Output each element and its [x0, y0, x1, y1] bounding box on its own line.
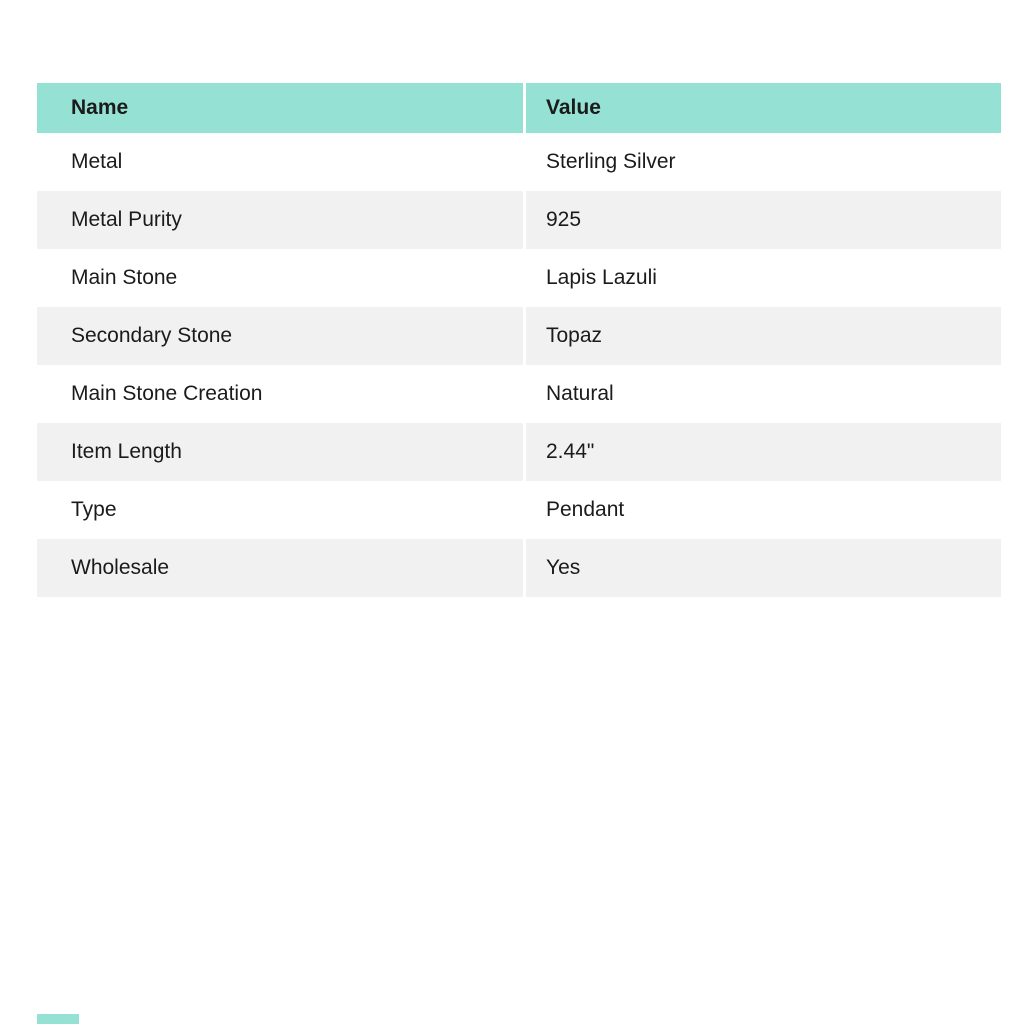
row-name-cell: Item Length [71, 440, 182, 463]
table-row [37, 481, 1001, 539]
row-value-cell: Topaz [523, 307, 1001, 365]
row-value-cell: 925 [523, 191, 1001, 249]
table-row [37, 307, 1001, 365]
row-name-cell: Metal Purity [71, 208, 182, 231]
cutoff-next-table-header-fragment [37, 1014, 79, 1024]
product-spec-table [37, 83, 1001, 597]
table-row [37, 249, 1001, 307]
row-name-cell: Type [71, 498, 117, 521]
table-row [37, 539, 1001, 597]
row-name-cell: Main Stone [71, 266, 178, 289]
row-value-cell: 2.44" [523, 423, 1001, 481]
row-value-cell: Pendant [523, 481, 1001, 539]
row-value-cell: Lapis Lazuli [523, 249, 1001, 307]
table-row [37, 365, 1001, 423]
row-value-cell: Yes [523, 539, 1001, 597]
row-name-cell: Metal [71, 150, 123, 173]
row-name-cell: Secondary Stone [71, 324, 233, 347]
row-name-cell: Main Stone Creation [71, 382, 263, 405]
table-row [37, 133, 1001, 191]
row-value-cell: Sterling Silver [523, 133, 1001, 191]
column-header-value: Value [523, 83, 1001, 133]
table-body [37, 133, 1001, 597]
table-row [37, 423, 1001, 481]
table-row [37, 191, 1001, 249]
row-value-cell: Natural [523, 365, 1001, 423]
row-name-cell: Wholesale [71, 556, 170, 579]
column-header-name: Name [71, 96, 129, 119]
table-header-row [37, 83, 1001, 133]
